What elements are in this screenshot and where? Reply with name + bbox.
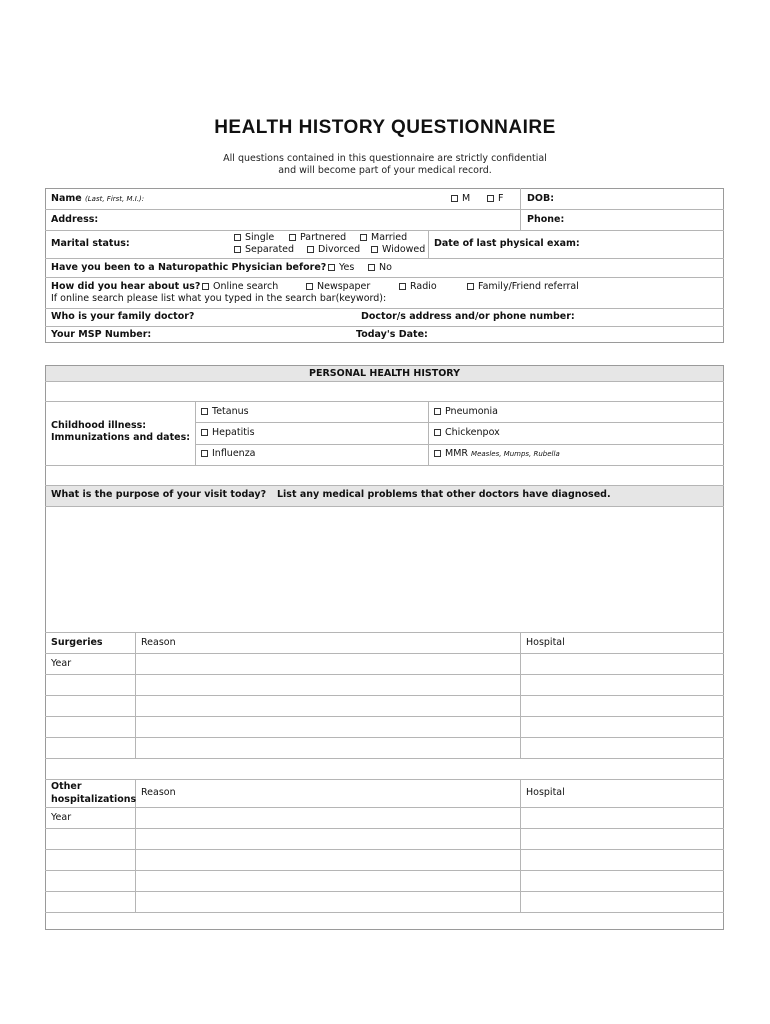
chickenpox-label: Chickenpox [445, 427, 500, 438]
sex-m-checkbox[interactable] [451, 195, 458, 202]
imm-chickenpox-option[interactable] [434, 427, 500, 439]
partnered-label: Partnered [300, 232, 347, 243]
phone-label: Phone: [527, 214, 565, 225]
surgeries-reason-header: Reason [141, 637, 176, 648]
marital-status-label: Marital status: [51, 238, 130, 249]
address-label: Address: [51, 214, 99, 225]
chickenpox-checkbox[interactable] [434, 429, 441, 436]
marital-separated-option[interactable] [234, 244, 294, 256]
imm-pneumonia-option[interactable] [434, 406, 498, 418]
mmr-checkbox[interactable] [434, 450, 441, 457]
divorced-checkbox[interactable] [307, 246, 314, 253]
divorced-label: Divorced [318, 244, 361, 255]
imm-tetanus-option[interactable] [201, 406, 249, 418]
msp-number-label: Your MSP Number: [51, 329, 152, 340]
marital-single-option[interactable] [234, 232, 274, 244]
marital-partnered-option[interactable] [289, 232, 346, 244]
page-title: HEALTH HISTORY QUESTIONNAIRE [214, 117, 556, 138]
todays-date-label: Today's Date: [356, 329, 428, 340]
single-checkbox[interactable] [234, 234, 241, 241]
diagnosed-problems-label: List any medical problems that other doctors have diagnosed. [277, 489, 611, 500]
hepatitis-label: Hepatitis [212, 427, 255, 438]
no-label: No [379, 262, 392, 273]
immunizations-label: Immunizations and dates: [51, 432, 191, 443]
hospitalizations-reason-header: Reason [141, 787, 176, 798]
name-label: Name [51, 193, 82, 204]
search-keyword-note: If online search please list what you typed in the search bar(keyword): [51, 293, 387, 304]
marital-married-option[interactable] [360, 232, 407, 244]
separated-checkbox[interactable] [234, 246, 241, 253]
influenza-label: Influenza [212, 448, 256, 459]
married-label: Married [371, 232, 408, 243]
section-title-personal-history: PERSONAL HEALTH HISTORY [309, 368, 460, 379]
widowed-label: Widowed [382, 244, 426, 255]
sex-f-checkbox[interactable] [487, 195, 494, 202]
online-search-checkbox[interactable] [202, 283, 209, 290]
pneumonia-checkbox[interactable] [434, 408, 441, 415]
mmr-label: MMR [445, 448, 468, 459]
influenza-checkbox[interactable] [201, 450, 208, 457]
hospitalizations-hospital-header: Hospital [526, 787, 565, 798]
hear-radio-option[interactable] [399, 281, 437, 293]
sex-m-option[interactable] [451, 193, 470, 205]
subtitle-line-1: All questions contained in this questionnaire are strictly confidential [223, 153, 547, 164]
married-checkbox[interactable] [360, 234, 367, 241]
newspaper-label: Newspaper [317, 281, 371, 292]
newspaper-checkbox[interactable] [306, 283, 313, 290]
sex-m-label: M [462, 193, 471, 204]
separated-label: Separated [245, 244, 295, 255]
radio-label: Radio [410, 281, 437, 292]
no-checkbox[interactable] [368, 264, 375, 271]
hear-online-option[interactable] [202, 281, 278, 293]
name-field[interactable] [51, 193, 144, 205]
mmr-note: Measles, Mumps, Rubella [471, 450, 560, 458]
single-label: Single [245, 232, 275, 243]
tetanus-label: Tetanus [212, 406, 249, 417]
doctor-address-label: Doctor/s address and/or phone number: [361, 311, 575, 322]
other-hospitalizations-label-1: Other [51, 781, 82, 792]
last-exam-label: Date of last physical exam: [434, 238, 580, 249]
surgeries-hospital-header: Hospital [526, 637, 565, 648]
naturopath-no-option[interactable] [368, 262, 392, 274]
childhood-illness-label: Childhood illness: [51, 420, 147, 431]
yes-checkbox[interactable] [328, 264, 335, 271]
other-hospitalizations-label-2: hospitalizations [51, 794, 137, 805]
surgeries-year-header: Year [51, 658, 72, 669]
naturopath-yes-option[interactable] [328, 262, 354, 274]
family-doctor-label: Who is your family doctor? [51, 311, 195, 322]
widowed-checkbox[interactable] [371, 246, 378, 253]
pneumonia-label: Pneumonia [445, 406, 498, 417]
hear-newspaper-option[interactable] [306, 281, 370, 293]
sex-f-label: F [498, 193, 504, 204]
online-search-label: Online search [213, 281, 279, 292]
referral-checkbox[interactable] [467, 283, 474, 290]
visit-purpose-textarea[interactable] [46, 507, 723, 632]
partnered-checkbox[interactable] [289, 234, 296, 241]
name-hint: (Last, First, M.I.): [85, 195, 145, 203]
hepatitis-checkbox[interactable] [201, 429, 208, 436]
hear-about-question: How did you hear about us? [51, 281, 201, 292]
imm-hepatitis-option[interactable] [201, 427, 255, 439]
tetanus-checkbox[interactable] [201, 408, 208, 415]
dob-label: DOB: [527, 193, 555, 204]
subtitle-line-2: and will become part of your medical record. [278, 165, 492, 176]
hospitalizations-year-header: Year [51, 812, 72, 823]
sex-f-option[interactable] [487, 193, 503, 205]
naturopath-question: Have you been to a Naturopathic Physician before? [51, 262, 327, 273]
imm-mmr-option[interactable] [434, 448, 560, 460]
marital-widowed-option[interactable] [371, 244, 425, 256]
imm-influenza-option[interactable] [201, 448, 256, 460]
visit-purpose-label: What is the purpose of your visit today? [51, 489, 267, 500]
marital-divorced-option[interactable] [307, 244, 360, 256]
referral-label: Family/Friend referral [478, 281, 579, 292]
surgeries-label: Surgeries [51, 637, 103, 648]
yes-label: Yes [339, 262, 355, 273]
radio-checkbox[interactable] [399, 283, 406, 290]
hear-referral-option[interactable] [467, 281, 579, 293]
